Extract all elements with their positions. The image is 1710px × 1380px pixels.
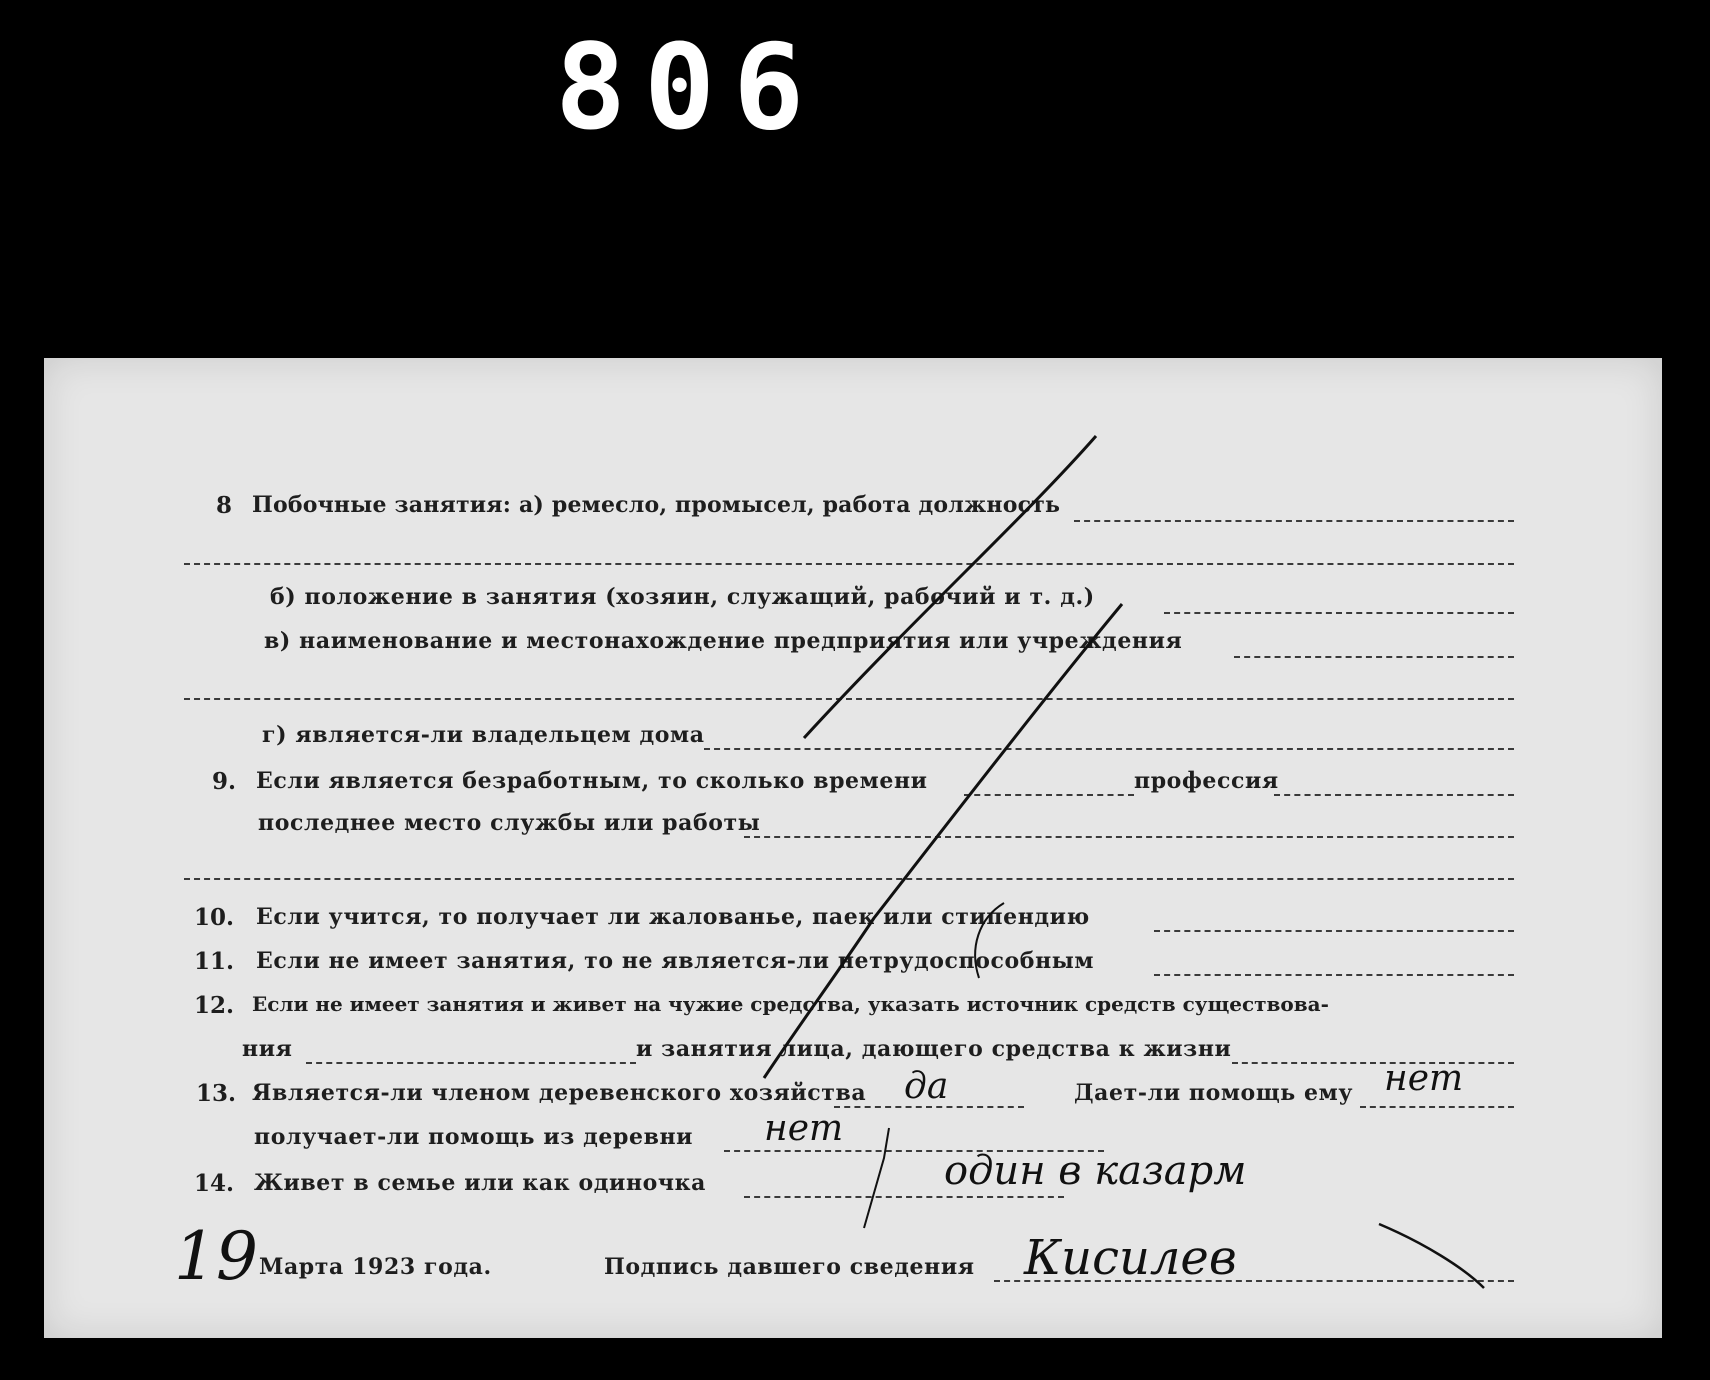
q14-label: Живет в семье или как одиночка bbox=[254, 1170, 706, 1196]
q10-number: 10. bbox=[194, 904, 235, 931]
q9-line1: Если является безработным, то сколько времени bbox=[256, 768, 928, 794]
q13-label3: получает-ли помощь из деревни bbox=[254, 1124, 694, 1150]
strike-through-marks bbox=[44, 358, 1662, 1338]
q13-answer1: да bbox=[904, 1066, 949, 1107]
q8-number: 8 bbox=[216, 492, 233, 519]
q9-line2: последнее место службы или работы bbox=[258, 810, 761, 836]
questionnaire-card bbox=[44, 358, 1662, 1338]
q8-a-label: Побочные занятия: а) ремесло, промысел, работа должность bbox=[252, 492, 1061, 518]
q12-line1: Если не имеет занятия и живет на чужие средства, указать источник средств существова- bbox=[252, 992, 1329, 1016]
q13-label1: Является-ли членом деревенского хозяйства bbox=[252, 1080, 867, 1106]
q13-answer2: нет bbox=[1384, 1058, 1464, 1099]
q8-v-label: в) наименование и местонахождение предприятия или учреждения bbox=[264, 628, 1183, 654]
q13-label2: Дает-ли помощь ему bbox=[1074, 1080, 1354, 1106]
footer-date-text: Марта 1923 года. bbox=[259, 1254, 492, 1280]
q12-line2-end: и занятия лица, дающего средства к жизни bbox=[636, 1036, 1232, 1062]
footer-signature-label: Подпись давшего сведения bbox=[604, 1254, 975, 1280]
q13-number: 13. bbox=[196, 1080, 237, 1107]
q14-number: 14. bbox=[194, 1170, 235, 1197]
q8-g-label: г) является-ли владельцем дома bbox=[262, 722, 705, 748]
footer-day: 19 bbox=[174, 1218, 258, 1295]
q13-answer3: нет bbox=[764, 1108, 844, 1149]
q9-profession-label: профессия bbox=[1134, 768, 1279, 794]
frame-number: 806 bbox=[555, 18, 823, 156]
q11-label: Если не имеет занятия, то не является-ли нетрудоспособным bbox=[256, 948, 1095, 974]
q9-number: 9. bbox=[212, 768, 237, 795]
signature: Кисилев bbox=[1024, 1230, 1237, 1286]
q14-answer: один в казарм bbox=[944, 1148, 1247, 1194]
q10-label: Если учится, то получает ли жалованье, паек или стипендию bbox=[256, 904, 1090, 930]
q11-number: 11. bbox=[194, 948, 235, 975]
q12-line2-start: ния bbox=[242, 1036, 293, 1062]
q8-b-label: б) положение в занятия (хозяин, служащий, рабочий и т. д.) bbox=[270, 584, 1095, 610]
q12-number: 12. bbox=[194, 992, 235, 1019]
